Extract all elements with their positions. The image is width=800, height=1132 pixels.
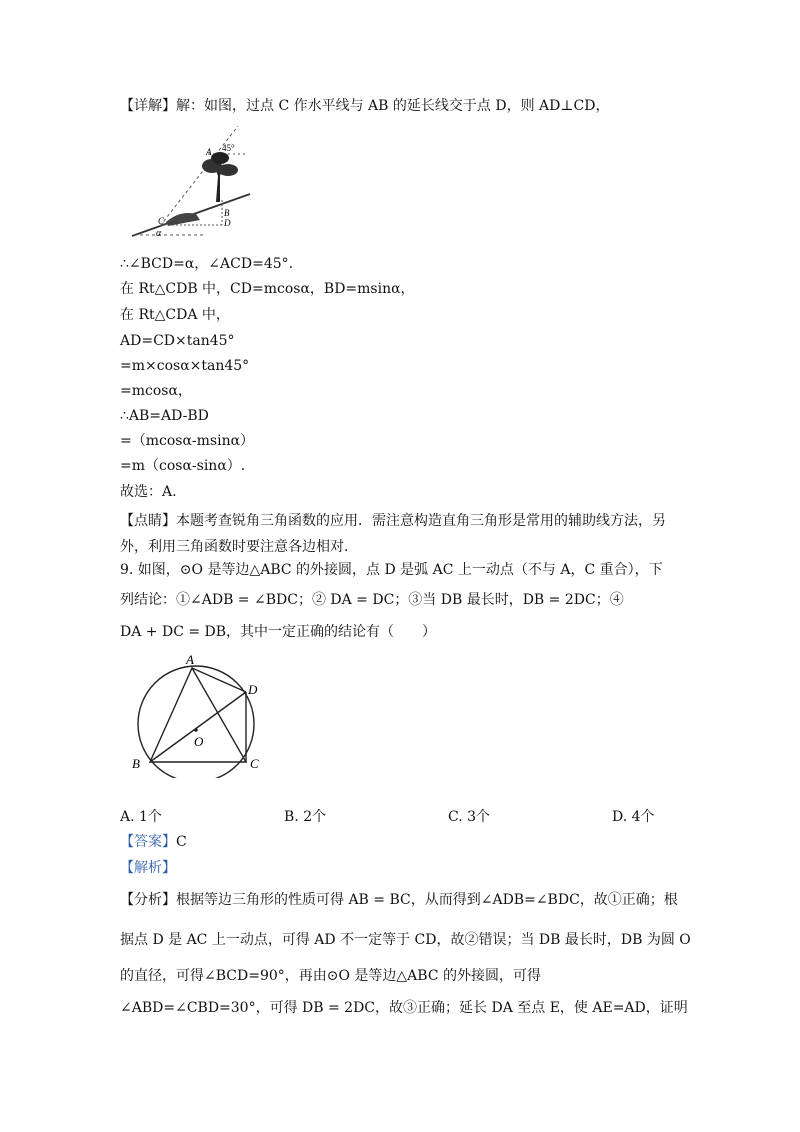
- fig2-label-d: D: [248, 682, 258, 697]
- step-9: =m（cosα-sinα）.: [120, 458, 246, 474]
- fig2-label-o: O: [194, 734, 204, 749]
- step-6: =mcosα，: [120, 383, 192, 399]
- analysis-line-2: 据点 D 是 AC 上一动点，可得 AD 不一定等于 CD，故②错误；当 DB 最长时，DB 为圆 O: [120, 932, 691, 948]
- circle-triangle-figure: [128, 650, 274, 778]
- fig1-label-a: A: [206, 147, 212, 157]
- detail-intro: 【详解】解：如图，过点 C 作水平线与 AB 的延长线交于点 D，则 AD⊥CD，: [120, 98, 610, 114]
- fig1-label-b: B: [224, 208, 230, 218]
- analysis-line-3: 的直径，可得∠BCD=90°，再由⊙O 是等边△ABC 的外接圆，可得: [120, 968, 542, 984]
- option-a[interactable]: A. 1个: [120, 809, 162, 825]
- answer-value: C: [176, 834, 187, 850]
- option-b[interactable]: B. 2个: [284, 809, 327, 825]
- step-7: ∴AB=AD-BD: [120, 408, 209, 424]
- fig2-label-c: C: [250, 756, 259, 771]
- analysis-tag: 【解析】: [120, 860, 176, 876]
- step-4: AD=CD×tan45°: [120, 333, 235, 349]
- fig1-label-c: C: [158, 216, 165, 226]
- step-3: 在 Rt△CDA 中，: [120, 307, 230, 323]
- analysis-line-4: ∠ABD=∠CBD=30°，可得 DB = 2DC，故③正确；延长 DA 至点 E，使 AE=AD，证明: [120, 1000, 688, 1016]
- step-10: 故选：A.: [120, 484, 177, 500]
- option-d[interactable]: D. 4个: [612, 809, 655, 825]
- step-8: =（mcosα-msinα）: [120, 433, 255, 449]
- step-1: ∴∠BCD=α，∠ACD=45°.: [120, 256, 294, 272]
- remark: 【点睛】本题考查锐角三角函数的应用．需注意构造直角三角形是常用的辅助线方法，另外，利用三角函数时要注意各边相对．: [120, 513, 666, 555]
- fig1-label-d: D: [224, 218, 231, 228]
- step-5: =m×cosα×tan45°: [120, 358, 250, 374]
- fig2-label-a: A: [186, 652, 194, 667]
- fig2-label-b: B: [132, 756, 140, 771]
- tree-slope-figure: [120, 124, 260, 240]
- fig1-label-alpha: α: [156, 228, 162, 239]
- answer-line: [120, 832, 187, 852]
- answer-tag: 【答案】: [120, 834, 176, 850]
- q9-stem-line-2: 列结论：①∠ADB = ∠BDC；② DA = DC；③当 DB 最长时，DB = 2DC；④: [120, 592, 624, 608]
- q9-stem-line-3: DA + DC = DB，其中一定正确的结论有（ ）: [120, 624, 437, 640]
- option-c[interactable]: C. 3个: [448, 809, 491, 825]
- fig1-label-angle: 45°: [222, 143, 235, 153]
- q9-stem-line-1: 9. 如图，⊙O 是等边△ABC 的外接圆，点 D 是弧 AC 上一动点（不与 A，C 重合），下: [120, 562, 663, 578]
- analysis-line-1: 【分析】根据等边三角形的性质可得 AB = BC，从而得到∠ADB=∠BDC，故①正确；根: [120, 892, 678, 908]
- step-2: 在 Rt△CDB 中，CD=mcosα，BD=msinα，: [120, 281, 415, 297]
